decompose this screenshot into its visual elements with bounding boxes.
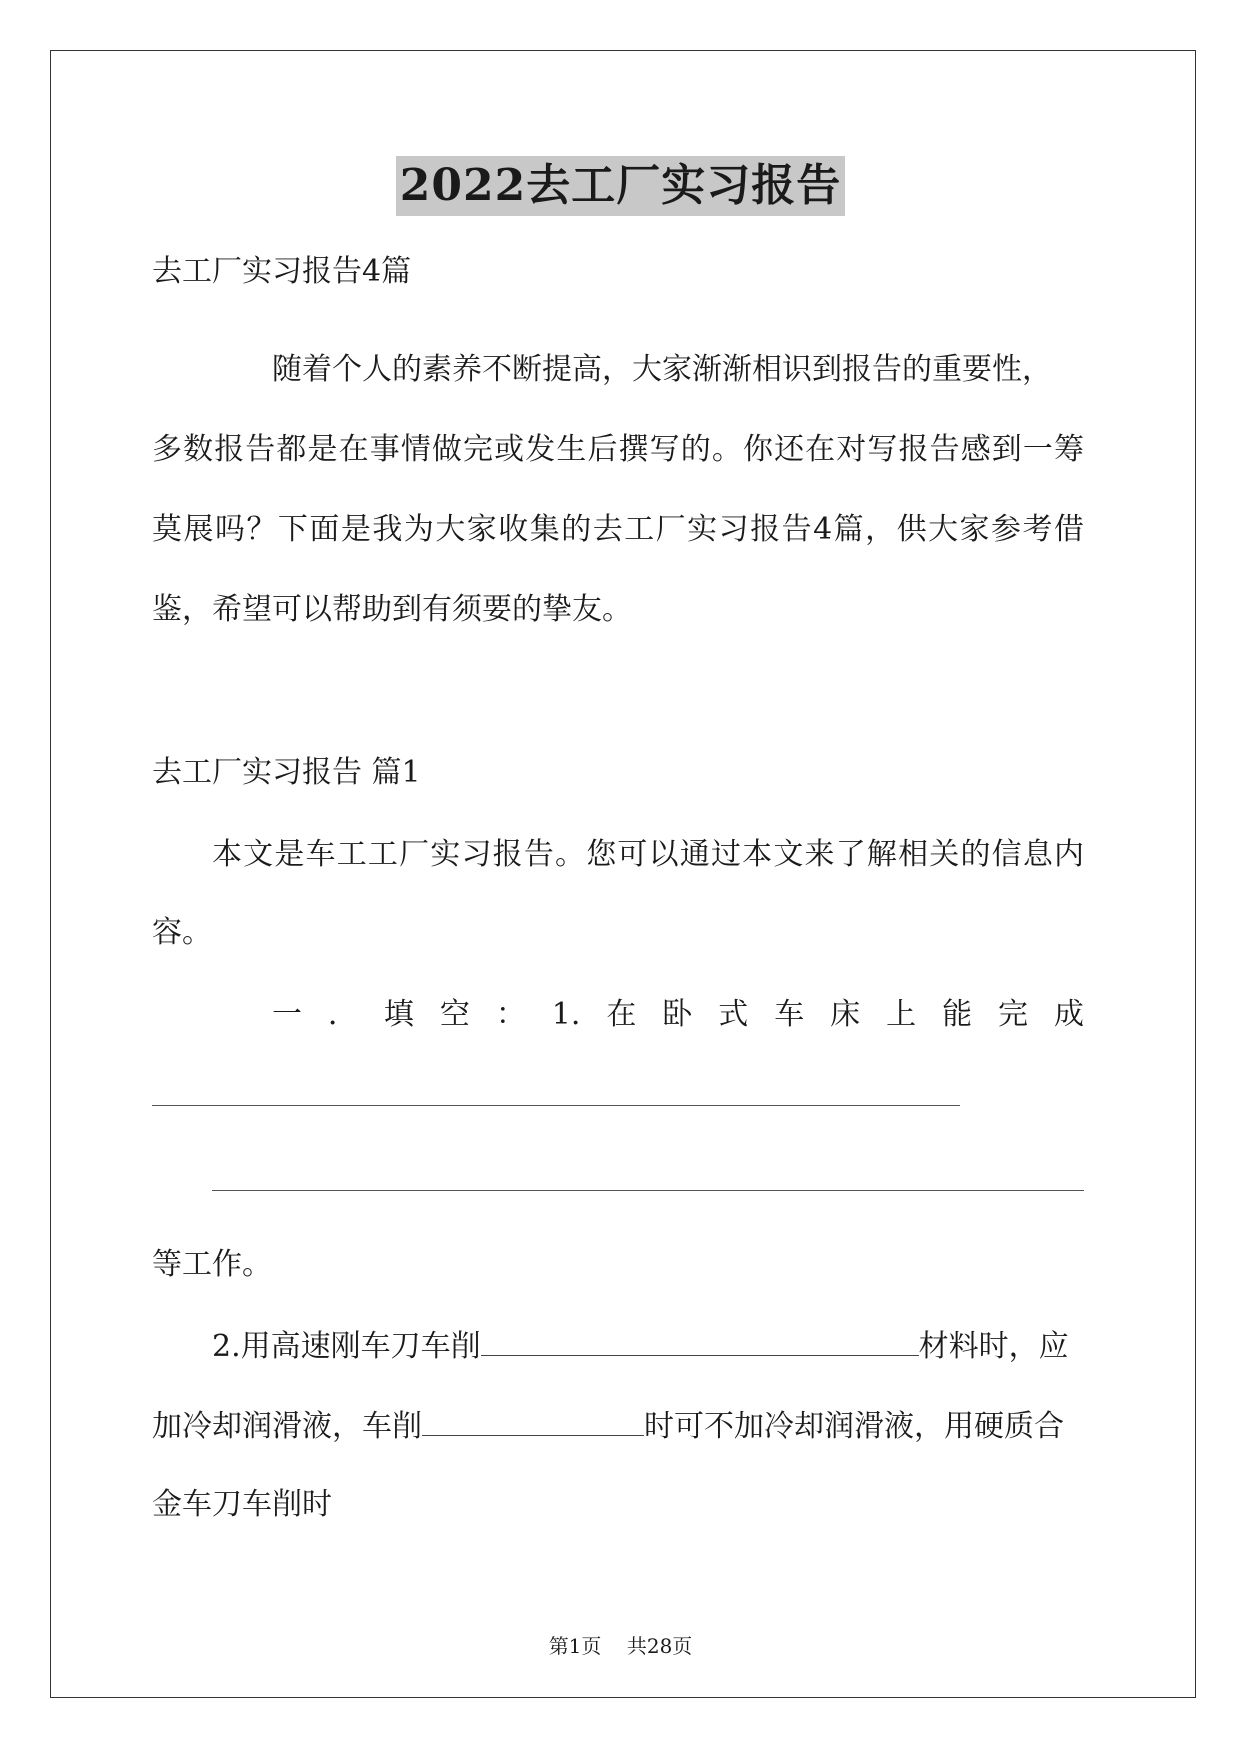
fill-end-text: 等工作。 (152, 1247, 272, 1282)
document-title: 2022去工厂实习报告 (396, 156, 845, 216)
question-2-text-c: 加冷却润滑液，车削 (152, 1409, 422, 1444)
question-2-text-d: 时可不加冷却润滑液，用硬质合 (644, 1409, 1064, 1444)
intro-line-1: 随着个人的素养不断提高，大家渐渐相识到报告的重要性， (272, 352, 1052, 387)
answer-blank-line-1 (152, 1105, 960, 1106)
answer-blank-q2b (422, 1405, 644, 1436)
page-footer (0, 1632, 1241, 1660)
para1-line-1: 本文是车工工厂实习报告。您可以通过本文来了解相关的信息内 (212, 837, 1084, 872)
fill-question-1: 一．填空：1.在卧式车床上能完成 (272, 997, 1084, 1032)
question-2-text-b: 材料时，应 (918, 1329, 1069, 1364)
title-container (0, 156, 1241, 216)
para1-line-2: 容。 (152, 915, 212, 950)
intro-line-2: 多数报告都是在事情做完或发生后撰写的。你还在对写报告感到一筹 (152, 432, 1084, 467)
question-2-line-2 (152, 1405, 1064, 1447)
section-heading: 去工厂实习报告 篇1 (152, 755, 421, 790)
intro-line-3: 莫展吗？下面是我为大家收集的去工厂实习报告4篇，供大家参考借 (152, 512, 1084, 547)
document-subtitle: 去工厂实习报告4篇 (152, 254, 412, 289)
question-2-text-a: 2.用高速刚车刀车削 (212, 1329, 481, 1364)
question-2-line-1 (212, 1325, 1069, 1367)
question-2-line-3: 金车刀车削时 (152, 1487, 332, 1522)
answer-blank-line-2 (212, 1190, 1084, 1191)
page-total: 共28页 (626, 1634, 693, 1658)
answer-blank-q2a (481, 1325, 919, 1356)
page-number: 第1页 (548, 1634, 602, 1658)
intro-line-4: 鉴，希望可以帮助到有须要的挚友。 (152, 592, 632, 627)
